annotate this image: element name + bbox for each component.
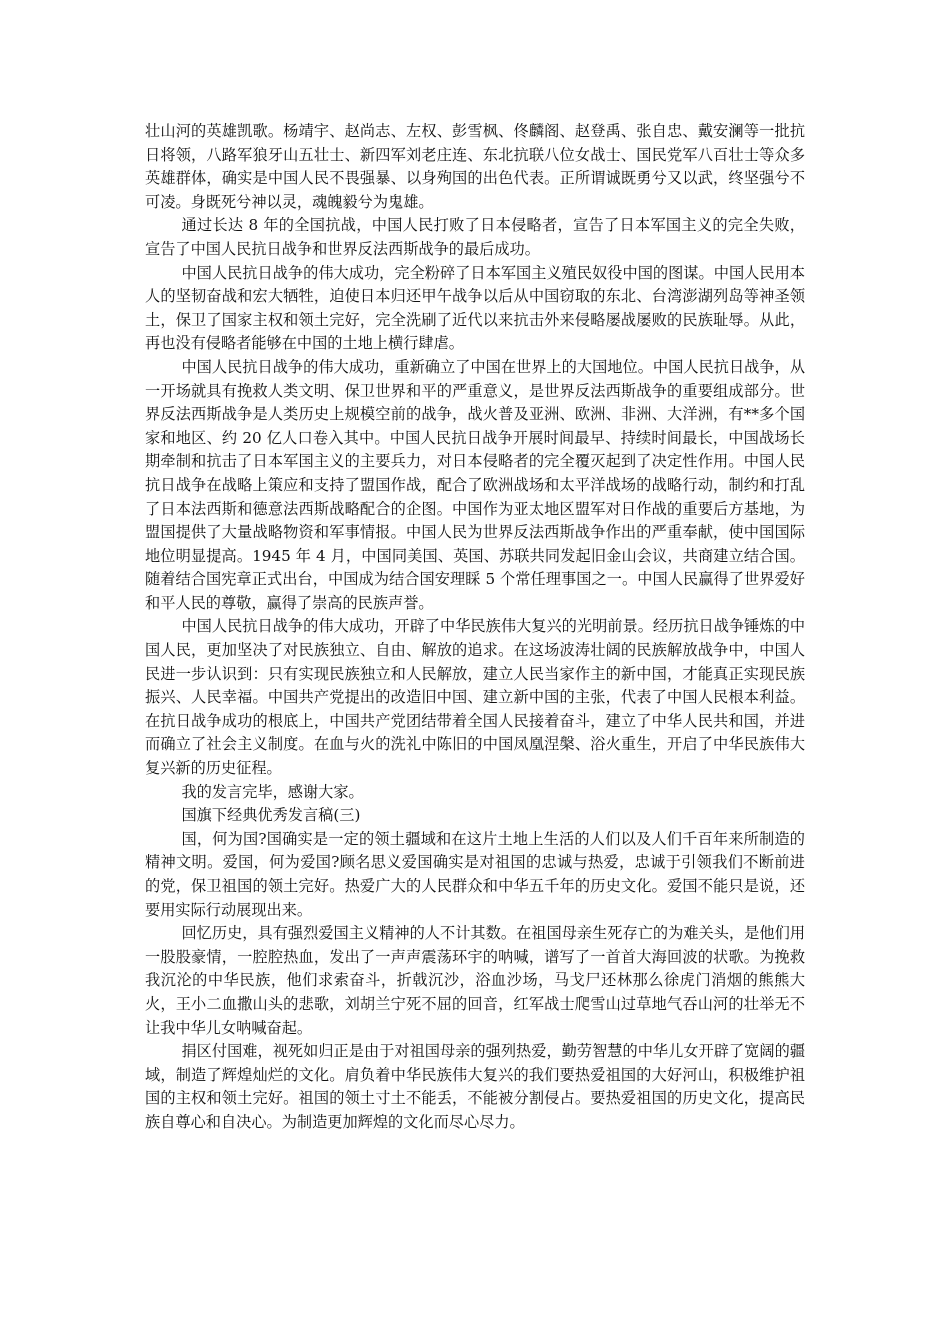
closing-remark: 我的发言完毕，感谢大家。 [181, 782, 364, 801]
paragraph-2: 通过长达 8 年的全国抗战，中国人民打败了日本侵略者，宣告了日本军国主义的完全失败，宣告了中国人民抗日战争和世界反法西斯战争的最后成功。 [145, 216, 805, 258]
paragraph-6: 国，何为国?国确实是一定的领土疆域和在这片土地上生活的人们以及人们千百年来所制造的精神文明。爱国，何为爱国?顾名思义爱国确实是对祖国的忠诚与热爱，忠诚于引领我们不断前进的党，保卫祖国的领土完好。热爱广大的人民群众和中华五千年的历史文化。爱国不能只是说，还要用实际行动展现出来。 [145, 829, 805, 919]
section-heading: 国旗下经典优秀发言稿(三) [181, 806, 361, 825]
document-page [145, 120, 805, 1135]
paragraph-8: 捐区付国难，视死如归正是由于对祖国母亲的强列热爱，勤劳智慧的中华儿女开辟了宽阔的疆域，制造了辉煌灿烂的文化。肩负着中华民族伟大复兴的我们要热爱祖国的大好河山，积极维护祖国的主权和领土完好。祖国的领土寸土不能丢，不能被分割侵占。要热爱祖国的历史文化，提高民族自尊心和自决心。为制造更加辉煌的文化而尽心尽力。 [145, 1042, 805, 1131]
paragraph-7: 回忆历史，具有强烈爱国主义精神的人不计其数。在祖国母亲生死存亡的为难关头，是他们用一股股豪情，一腔腔热血，发出了一声声震荡环宇的呐喊，谱写了一首首大海回波的状歌。为挽救我沉沦的中华民族，他们求索奋斗，折戟沉沙，浴血沙场，马戈尸还林那么徐虎门消烟的熊熊大火，王小二血撒山头的悲歌，刘胡兰宁死不屈的回音，红军战士爬雪山过草地气吞山河的壮举无不让我中华儿女呐喊奋起。 [145, 924, 805, 1037]
paragraph-5: 中国人民抗日战争的伟大成功，开辟了中华民族伟大复兴的光明前景。经历抗日战争锤炼的中国人民，更加坚决了对民族独立、自由、解放的追求。在这场波涛壮阔的民族解放战争中，中国人民进一步认识到：只有实现民族独立和人民解放，建立人民当家作主的新中国，才能真正实现民族振兴、人民幸福。中国共产党提出的改造旧中国、建立新中国的主张，代表了中国人民根本利益。在抗日战争成功的根底上，中国共产党团结带着全国人民接着奋斗，建立了中华人民共和国，并进而确立了社会主义制度。在血与火的洗礼中陈旧的中国凤凰涅槃、浴火重生，开启了中华民族伟大复兴新的历史征程。 [145, 617, 805, 778]
paragraph-1: 壮山河的英雄凯歌。杨靖宇、赵尚志、左权、彭雪枫、佟麟阁、赵登禹、张自忠、戴安澜等一批抗日将领，八路军狼牙山五壮士、新四军刘老庄连、东北抗联八位女战士、国民党军八百壮士等众多英雄群体，确实是中国人民不畏强暴、以身殉国的出色代表。正所谓诚既勇兮又以武，终坚强兮不可凌。身既死兮神以灵，魂魄毅兮为鬼雄。 [145, 122, 805, 211]
paragraph-3: 中国人民抗日战争的伟大成功，完全粉碎了日本军国主义殖民奴役中国的图谋。中国人民用本人的坚韧奋战和宏大牺牲，迫使日本归还甲午战争以后从中国窃取的东北、台湾澎湖列岛等神圣领土，保卫了国家主权和领土完好，完全洗刷了近代以来抗击外来侵略屡战屡败的民族耻辱。从此，再也没有侵略者能够在中国的土地上横行肆虐。 [145, 263, 805, 353]
paragraph-4: 中国人民抗日战争的伟大成功，重新确立了中国在世界上的大国地位。中国人民抗日战争，从一开场就具有挽救人类文明、保卫世界和平的严重意义，是世界反法西斯战争的重要组成部分。世界反法西斯战争是人类历史上规模空前的战争，战火普及亚洲、欧洲、非洲、大洋洲，有**多个国家和地区、约 20 亿人口卷入其中。中国人民抗日战争开展时间最早、持续时间最长，中国战场长期牵制和抗击了日本军国主义的主要兵力，对日本侵略者的完全覆灭起到了决定性作用。中国人民抗日战争在战略上策应和支持了盟国作战，配合了欧洲战场和太平洋战场的战略行动，制约和打乱了日本法西斯和德意法西斯战略配合的企图。中国作为亚太地区盟军对日作战的重要后方基地，为盟国提供了大量战略物资和军事情报。中国人民为世界反法西斯战争作出的严重奉献，使中国国际地位明显提高。1945 年 4 月，中国同美国、英国、苏联共同发起旧金山会议，共商建立结合国。随着结合国宪章正式出台，中国成为结合国安理睬 5 个常任理事国之一。中国人民赢得了世界爱好和平人民的尊敬，赢得了崇高的民族声誉。 [145, 357, 805, 612]
